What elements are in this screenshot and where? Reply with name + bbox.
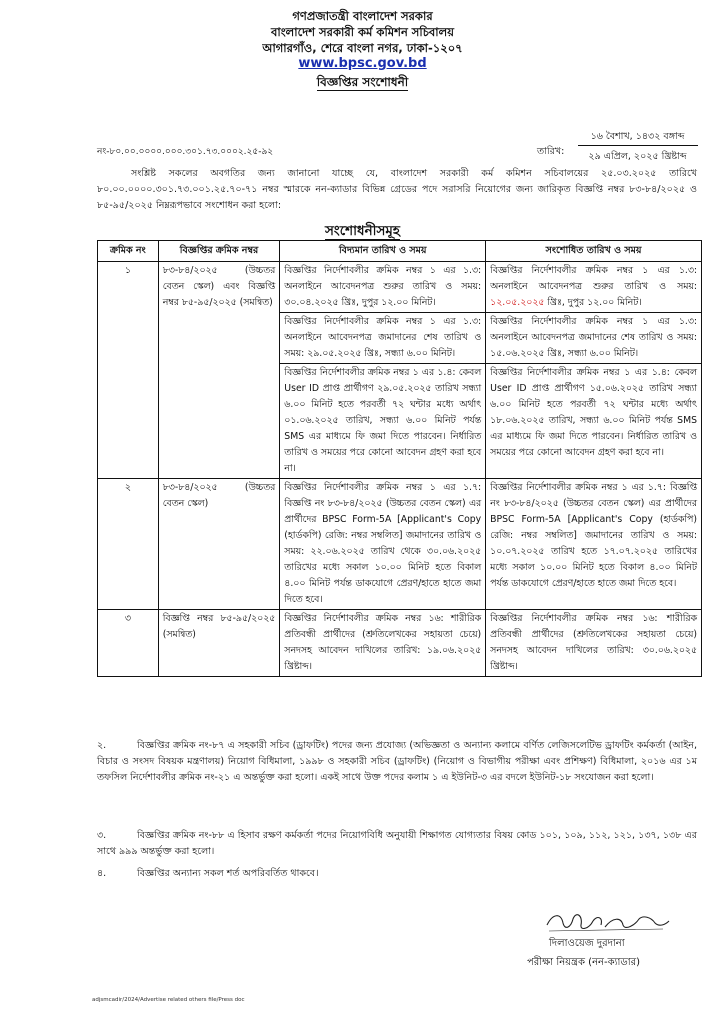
table-row — [98, 610, 702, 677]
row1-a-new-head: বিজ্ঞপ্তির নির্দেশাবলীর ক্রমিক নম্বর ১ এর ১.৩: অনলাইনে আবেদনপত্র শুরুর তারিখ ও সময়: — [490, 265, 697, 292]
row1-a-new — [486, 262, 702, 313]
row2-notice: ৮৩-৮৪/২০২৫ (উচ্চতর বেতন স্কেল) — [158, 479, 280, 610]
header-serial: ক্রমিক নং — [98, 241, 159, 262]
website-link[interactable]: www.bpsc.gov.bd — [298, 56, 427, 71]
date-bangla: ১৬ বৈশাখ, ১৪৩২ বঙ্গাব্দ — [590, 131, 685, 142]
table-title: সংশোধনীসমূহ — [324, 223, 401, 239]
table-header-row — [98, 241, 702, 262]
row1-serial: ১ — [98, 262, 159, 479]
signatory-name: দিলাওয়েজ দুরদানা — [549, 938, 625, 949]
signature-image — [543, 907, 673, 935]
commission-name: বাংলাদেশ সরকারী কর্ম কমিশন সচিবালয় — [271, 25, 454, 39]
notice-title: বিজ্ঞপ্তির সংশোধনী — [316, 75, 409, 89]
paragraph-2 — [97, 738, 697, 786]
date-divider — [578, 145, 698, 146]
row2-new: বিজ্ঞপ্তির নির্দেশাবলীর ক্রমিক নম্বর ১ এর ১.৭: বিজ্ঞপ্তি নং ৮৩-৮৪/২০২৫ (উচ্চতর বেতন স্কেল) এর প্রার্থীদের BPSC Form-5A [Applicant's Copy (হার্ডকপি) রেজি: নম্বর সম্বলিত] জমাদানের তারিখ ও সময়: ১০.০৭.২০২৫ তারিখ হতে ১৭.০৭.২০২৫ তারিখের মধ্যে সকাল ১০.০০ মিনিট হতে বিকাল ৪.০০ মিনিট পর্যন্ত ডাকযোগে প্রেরণ/হাতে হাতে জমা দিতে হবে। — [486, 479, 702, 610]
header-existing: বিদ্যমান তারিখ ও সময় — [280, 241, 486, 262]
header-revised: সংশোধিত তারিখ ও সময় — [486, 241, 702, 262]
row1-c-old: বিজ্ঞপ্তির নির্দেশাবলীর ক্রমিক নম্বর ১ এর ১.৪: কেবল User ID প্রাপ্ত প্রার্থীগণ ২৯.০৫.২০২৫ তারিখ সন্ধ্যা ৬.০০ মিনিট হতে পরবর্তী ৭২ ঘন্টার মধ্যে অর্থাৎ ০১.০৬.২০২৫ তারিখ, সন্ধ্যা ৬.০০ মিনিট পর্যন্ত SMS এর মাধ্যমে ফি জমা দিতে পারবেন। নির্ধারিত তারিখ ও সময়ের পরে কোনো আবেদন গ্রহণ করা হবে না। — [280, 364, 486, 479]
signatory-designation: পরীক্ষা নিয়ন্ত্রক (নন-ক্যাডার) — [527, 957, 641, 968]
row3-new: বিজ্ঞপ্তির নির্দেশাবলীর ক্রমিক নম্বর ১৬: শারীরিক প্রতিবন্ধী প্রার্থীদের (শ্রুতিলেখকের সহায়তা চেয়ে) সনদসহ আবেদন দাখিলের তারিখ: ৩০.০৬.২০২৫ খ্রিষ্টাব্দ। — [486, 610, 702, 677]
row1-a-new-tail: খ্রিঃ, দুপুর ১২.০০ মিনিট। — [547, 297, 642, 308]
paragraph-4-text: বিজ্ঞপ্তির অন্যান্য সকল শর্ত অপরিবর্তিত থাকবে। — [137, 868, 319, 879]
date-english: ২৯ এপ্রিল, ২০২৫ খ্রিষ্টাব্দ — [588, 151, 687, 162]
memo-number: নং-৮০.০০.০০০০.০০০.৩০১.৭৩.০০০২.২৫-৯২ — [97, 147, 274, 157]
row1-a-new-date: ১২.০৫.২০২৫ — [490, 297, 545, 308]
row1-b-new: বিজ্ঞপ্তির নির্দেশাবলীর ক্রমিক নম্বর ১ এর ১.৩: অনলাইনে আবেদনপত্র জমাদানের শেষ তারিখ ও সময়: ১৫.০৬.২০২৫ খ্রিঃ, সন্ধ্যা ৬.০০ মিনিট। — [486, 313, 702, 364]
paragraph-4-num: ৪. — [97, 868, 107, 879]
row3-serial: ৩ — [98, 610, 159, 677]
row3-notice: বিজ্ঞপ্তি নম্বর ৮৫-৯৫/২০২৫ (সমন্বিত) — [158, 610, 280, 677]
paragraph-4 — [97, 866, 697, 882]
paragraph-2-num: ২. — [97, 740, 107, 751]
paragraph-3-text: বিজ্ঞপ্তির ক্রমিক নং-৮৮ এ হিসাব রক্ষণ কর্মকর্তা পদের নিয়োগবিধি অনুযায়ী শিক্ষাগত যোগ্যতার বিষয় কোড ১০১, ১০৯, ১১২, ১২১, ১৩৭, ১৩৮ এর সাথে ৯৯৯ অন্তর্ভুক্ত করা হলো। — [97, 830, 697, 857]
row2-old: বিজ্ঞপ্তির নির্দেশাবলীর ক্রমিক নম্বর ১ এর ১.৭: বিজ্ঞপ্তি নং ৮৩-৮৪/২০২৫ (উচ্চতর বেতন স্কেল) এর প্রার্থীদের BPSC Form-5A [Applicant's Copy (হার্ডকপি) রেজি: নম্বর সম্বলিত] জমাদানের তারিখ ও সময়: ২২.০৬.২০২৫ তারিখ থেকে ৩০.০৬.২০২৫ তারিখের মধ্যে সকাল ১০.০০ মিনিট হতে বিকাল ৪.০০ মিনিট পর্যন্ত ডাকযোগে প্রেরণ/হাতে হাতে জমা দিতে হবে। — [280, 479, 486, 610]
govt-name: গণপ্রজাতন্ত্রী বাংলাদেশ সরকার — [292, 9, 433, 23]
row1-a-old: বিজ্ঞপ্তির নির্দেশাবলীর ক্রমিক নম্বর ১ এর ১.৩: অনলাইনে আবেদনপত্র শুরুর তারিখ ও সময়: ৩০.০৪.২০২৫ খ্রিঃ, দুপুর ১২.০০ মিনিট। — [280, 262, 486, 313]
address: আগারগাঁও, শেরে বাংলা নগর, ঢাকা-১২০৭ — [262, 41, 463, 55]
table-row — [98, 262, 702, 313]
row3-old: বিজ্ঞপ্তির নির্দেশাবলীর ক্রমিক নম্বর ১৬: শারীরিক প্রতিবন্ধী প্রার্থীদের (শ্রুতিলেখকের সহায়তা চেয়ে) সনদসহ আবেদন দাখিলের তারিখ: ১৯.০৬.২০২৫ খ্রিষ্টাব্দ। — [280, 610, 486, 677]
row1-notice: ৮৩-৮৪/২০২৫ (উচ্চতর বেতন স্কেল) এবং বিজ্ঞপ্তি নম্বর ৮৫-৯৫/২০২৫ (সমন্বিত) — [158, 262, 280, 479]
intro-paragraph: সংশ্লিষ্ট সকলের অবগতির জন্য জানানো যাচ্ছে যে, বাংলাদেশ সরকারী কর্ম কমিশন সচিবালয়ের ২৫.০৩.২০২৫ তারিখে ৮০.০০.০০০০.৩০১.৭৩.০০১.২৫.৭০-৭১ নম্বর স্মারকে নন-ক্যাডার বিভিন্ন গ্রেডের পদে সরাসরি নিয়োগের জন্য জারিকৃত বিজ্ঞপ্তি নম্বর ৮৩-৮৪/২০২৫ ও ৮৫-৯৫/২০২৫ নিম্নরূপভাবে সংশোধন করা হলো: — [97, 168, 697, 211]
paragraph-2-text: বিজ্ঞপ্তির ক্রমিক নং-৮৭ এ সহকারী সচিব (ড্রাফটিং) পদের জন্য প্রযোজ্য (অভিজ্ঞতা ও অন্যান্য কলামে বর্ণিত লেজিসলেটিভ ড্রাফটিং কর্মকর্তা (আইন, বিচার ও সংসদ বিষয়ক মন্ত্রণালয়) নিয়োগ বিধিমালা, ১৯৯৮ ও সহকারী সচিব (ড্রাফটিং) (নিয়োগ ও বিভাগীয় পরীক্ষা এবং প্রশিক্ষণ) বিধিমালা, ২০১৬ এর ১ম তফসিল নির্দেশাবলীর ক্রমিক নং-২১ এ অন্তর্ভুক্ত করা হলো। একই সাথে উক্ত পদের কলাম ১ এ ইউনিট-৩ এর বদলে ইউনিট-১৮ সংযোজন করা হলো। — [97, 740, 697, 783]
paragraph-3-num: ৩. — [97, 830, 107, 841]
header-notice-no: বিজ্ঞপ্তির ক্রমিক নম্বর — [158, 241, 280, 262]
footer-file-path: adjsmcadir/2024/Advertise related others file/Press doc — [92, 997, 245, 1003]
row1-c-new: বিজ্ঞপ্তির নির্দেশাবলীর ক্রমিক নম্বর ১ এর ১.৪: কেবল User ID প্রাপ্ত প্রার্থীগণ ১৫.০৬.২০২৫ তারিখ সন্ধ্যা ৬.০০ মিনিট হতে পরবর্তী ৭২ ঘন্টার মধ্যে অর্থাৎ ১৮.০৬.২০২৫ তারিখ, সন্ধ্যা ৬.০০ মিনিট পর্যন্ত SMS এর মাধ্যমে ফি জমা দিতে পারবেন। নির্ধারিত তারিখ ও সময়ের পরে কোনো আবেদন গ্রহণ করা হবে না। — [486, 364, 702, 479]
date-label: তারিখ: — [537, 146, 565, 157]
paragraph-3 — [97, 828, 697, 860]
row2-serial: ২ — [98, 479, 159, 610]
table-row — [98, 479, 702, 610]
row1-b-old: বিজ্ঞপ্তির নির্দেশাবলীর ক্রমিক নম্বর ১ এর ১.৩: অনলাইনে আবেদনপত্র জমাদানের শেষ তারিখ ও সময়: ২৯.০৫.২০২৫ খ্রিঃ, সন্ধ্যা ৬.০০ মিনিট। — [280, 313, 486, 364]
amendments-table — [97, 240, 702, 677]
